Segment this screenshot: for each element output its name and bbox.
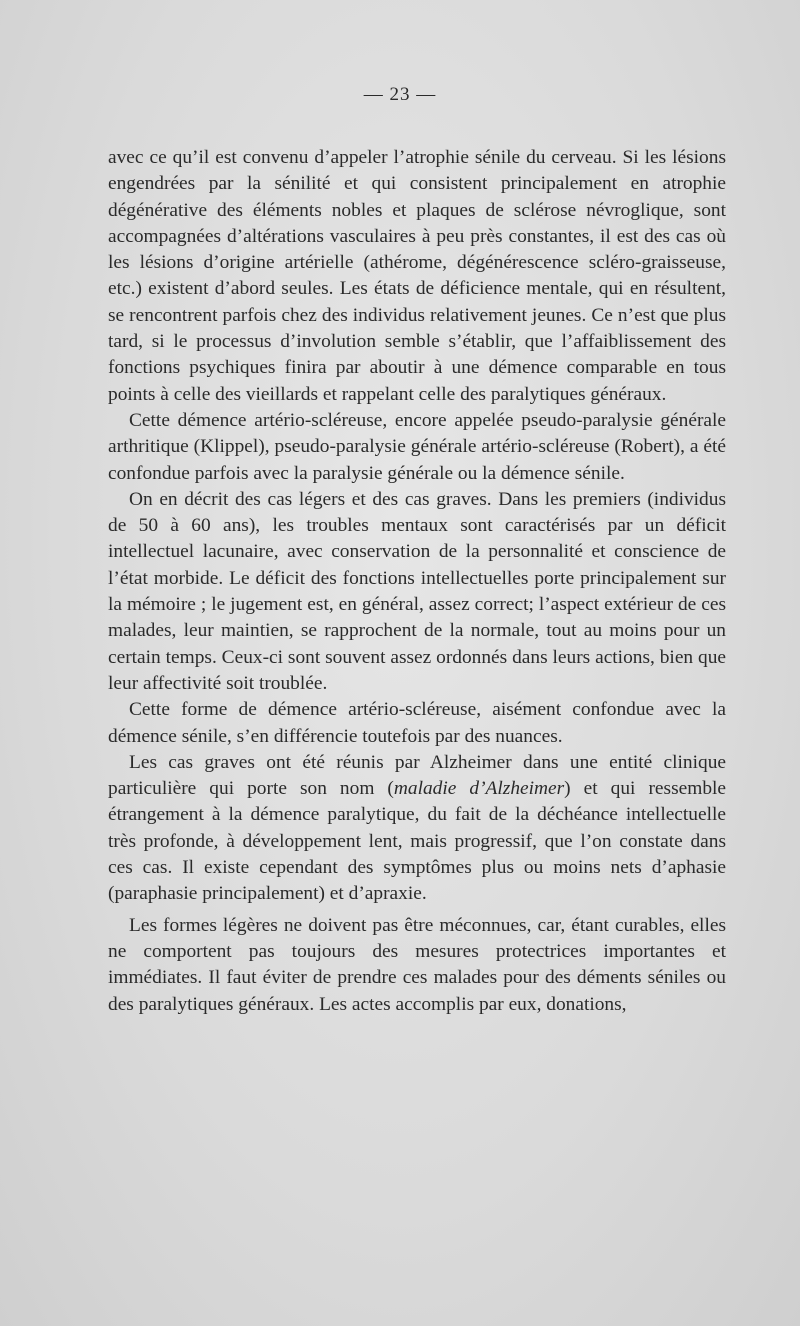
paragraph-4: Cette forme de démence artério-scléreuse, aisément confondue avec la démence sénile, s’en différencie toutefois par des nuances. xyxy=(108,699,726,747)
disease-name-italic: maladie d’Alzheimer xyxy=(393,778,565,800)
paragraph-5-after: ) et qui ressemble étrangement à la démence paralytique, du fait de la déchéance intellectuelle très profonde, à développement lent, mais progressif, que l’on constate dans ces cas. Il existe cependant des symptômes plus ou moins nets d’aphasie (paraphasie principalement) et d’apraxie. xyxy=(108,778,727,905)
paragraph-5 xyxy=(108,750,726,908)
paragraph-3: On en décrit des cas légers et des cas graves. Dans les premiers (individus de 50 à 60 ans), les troubles mentaux sont caractérisés par un déficit intellectuel lacunaire, avec conservation de la personnalité et conscience de l’état morbide. Le déficit des fonctions intellectuelles porte principalement sur la mémoire ; le jugement est, en général, assez correct; l’aspect extérieur de ces malades, leur maintien, se rapprochent de la normale, tout au moins pour un certain temps. Ceux-ci sont souvent assez ordonnés dans leurs actions, bien que leur affectivité soit troublée. xyxy=(108,488,726,694)
paragraph-2: Cette démence artério-scléreuse, encore appelée pseudo-paralysie générale arthritique (Klippel), pseudo-paralysie générale artério-scléreuse (Robert), a été confondue parfois avec la paralysie générale ou la démence sénile. xyxy=(108,409,726,484)
page-number: — 23 — xyxy=(363,84,437,105)
body-text xyxy=(108,145,726,1018)
paragraph-5-before: Les cas graves ont été réunis par Alzheimer dans une entité clinique particulière qui porte son nom ( xyxy=(108,751,726,800)
paragraph-1: avec ce qu’il est convenu d’appeler l’atrophie sénile du cerveau. Si les lésions engendrées par la sénilité et qui consistent principalement en atrophie dégénérative des éléments nobles et plaques de sclérose névroglique, sont accompagnées d’altérations vasculaires à peu près constantes, il est des cas où les lésions d’origine artérielle (athérome, dégénérescence scléro-graisseuse, etc.) existent d’abord seules. Les états de déficience mentale, qui en résultent, se rencontrent parfois chez des individus relativement jeunes. Ce n’est que plus tard, si le processus d’involution semble s’établir, que l’affaiblissement des fonctions psychiques finira par aboutir à une démence comparable en tous points à celle des vieillards et rappelant celle des paralytiques généraux. xyxy=(108,147,726,405)
paragraph-6: Les formes légères ne doivent pas être méconnues, car, étant curables, elles ne comportent pas toujours des mesures protectrices importantes et immédiates. Il faut éviter de prendre ces malades pour des déments séniles ou des paralytiques généraux. Les actes accomplis par eux, donations, xyxy=(108,914,726,1015)
